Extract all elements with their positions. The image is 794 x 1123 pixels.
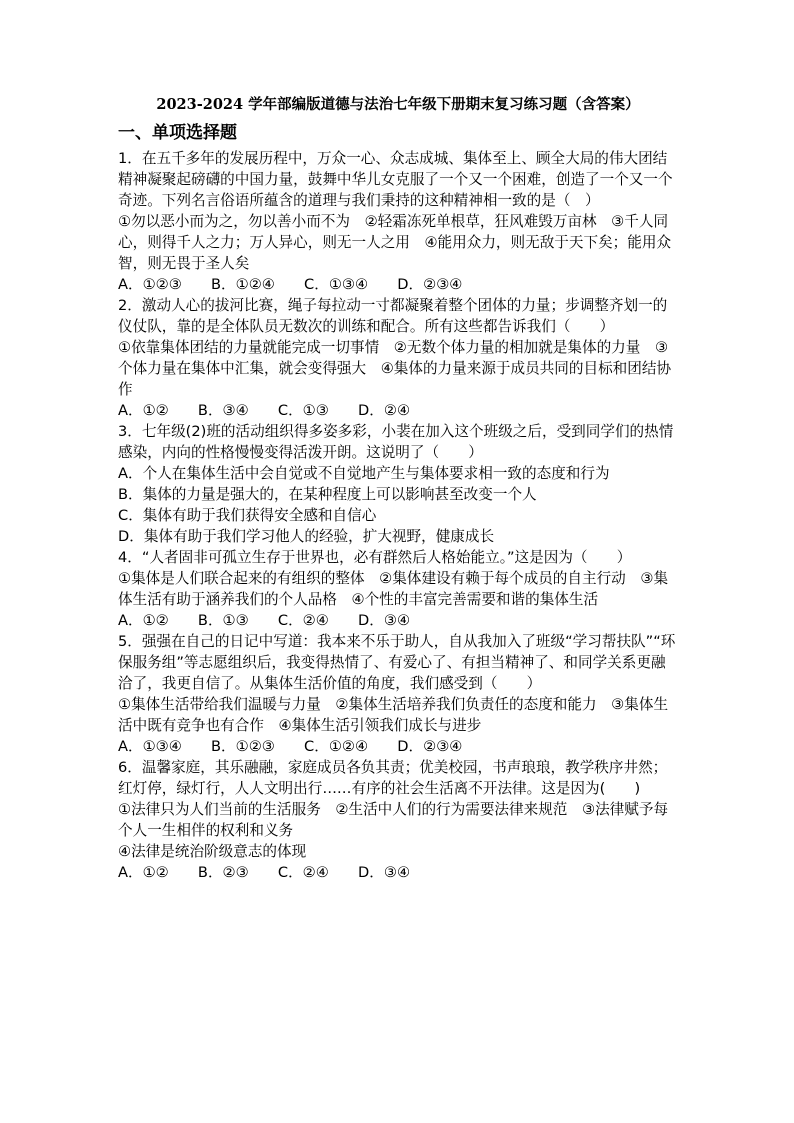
question-6 [118, 757, 678, 883]
question-options-extra: ④法律是统治阶级意志的体现 [118, 843, 307, 860]
answer-choice-d: D．集体有助于我们学习他人的经验，扩大视野，健康成长 [118, 528, 495, 545]
answer-choices: A．①② B．③④ C．①③ D．②④ [118, 402, 411, 419]
question-2 [118, 295, 678, 421]
question-1 [118, 148, 678, 295]
question-options: ①依靠集体团结的力量就能完成一切事情 ②无数个体力量的相加就是集体的力量 ③个体力量在集体中汇集，就会变得强大 ④集体的力量来源于成员共同的目标和团结协作 [118, 339, 672, 398]
answer-choice-a: A．个人在集体生活中会自觉或不自觉地产生与集体要求相一致的态度和行为 [118, 465, 610, 482]
answer-choices: A．①②③ B．①②④ C．①③④ D．②③④ [118, 276, 463, 293]
question-5 [118, 631, 678, 757]
question-stem: 3．七年级(2)班的活动组织得多姿多彩，小裴在加入这个班级之后，受到同学们的热情感染，内向的性格慢慢变得活泼开朗。这说明了（ ） [118, 423, 674, 461]
question-stem: 6．温馨家庭，其乐融融，家庭成员各负其责；优美校园，书声琅琅，教学秩序井然；红灯停，绿灯行，人人文明出行……有序的社会生活离不开法律。这是因为( ) [118, 759, 668, 797]
answer-choices: A．①② B．②③ C．②④ D．③④ [118, 864, 411, 881]
question-3 [118, 421, 678, 547]
answer-choice-b: B．集体的力量是强大的，在某种程度上可以影响甚至改变一个人 [118, 486, 537, 503]
question-stem: 1．在五千多年的发展历程中，万众一心、众志成城、集体至上、顾全大局的伟大团结精神凝聚起磅礴的中国力量，鼓舞中华儿女克服了一个又一个困难，创造了一个又一个奇迹。下列名言俗语所蕴含的道理与我们秉持的这种精神相一致的是（ ） [118, 150, 673, 209]
question-stem: 4．“人者固非可孤立生存于世界也，必有群然后人格始能立。”这是因为（ ） [118, 549, 632, 566]
question-options: ①法律只为人们当前的生活服务 ②生活中人们的行为需要法律来规范 ③法律赋予每个人一生相伴的权利和义务 [118, 801, 669, 839]
answer-choices: A．①② B．①③ C．②④ D．③④ [118, 612, 411, 629]
question-options: ①集体生活带给我们温暖与力量 ②集体生活培养我们负责任的态度和能力 ③集体生活中既有竞争也有合作 ④集体生活引领我们成长与进步 [118, 696, 669, 734]
question-options: ①集体是人们联合起来的有组织的整体 ②集体建设有赖于每个成员的自主行动 ③集体生活有助于涵养我们的个人品格 ④个性的丰富完善需要和谐的集体生活 [118, 570, 669, 608]
answer-choice-c: C．集体有助于我们获得安全感和自信心 [118, 507, 377, 524]
question-options: ①勿以恶小而为之，勿以善小而不为 ②轻霜冻死单根草，狂风难毁万亩林 ③千人同心，则得千人之力；万人异心，则无一人之用 ④能用众力，则无敌于天下矣；能用众智，则无畏于圣人矣 [118, 213, 672, 272]
answer-choices: A．①③④ B．①②③ C．①②④ D．②③④ [118, 738, 463, 755]
question-4 [118, 547, 678, 631]
section-heading: 一、单项选择题 [118, 123, 237, 143]
document-body [118, 94, 678, 883]
question-stem: 5．强强在自己的日记中写道：我本来不乐于助人，自从我加入了班级“学习帮扶队”“环保服务组”等志愿组织后，我变得热情了、有爱心了、有担当精神了、和同学关系更融洽了，我更自信了。从集体生活价值的角度，我们感受到（ ） [118, 633, 676, 692]
question-stem: 2．激动人心的拔河比赛，绳子每拉动一寸都凝聚着整个团体的力量；步调整齐划一的仪仗队，靠的是全体队员无数次的训练和配合。所有这些都告诉我们（ ） [118, 297, 668, 335]
document-title: 2023-2024 学年部编版道德与法治七年级下册期末复习练习题（含答案） [156, 96, 640, 113]
